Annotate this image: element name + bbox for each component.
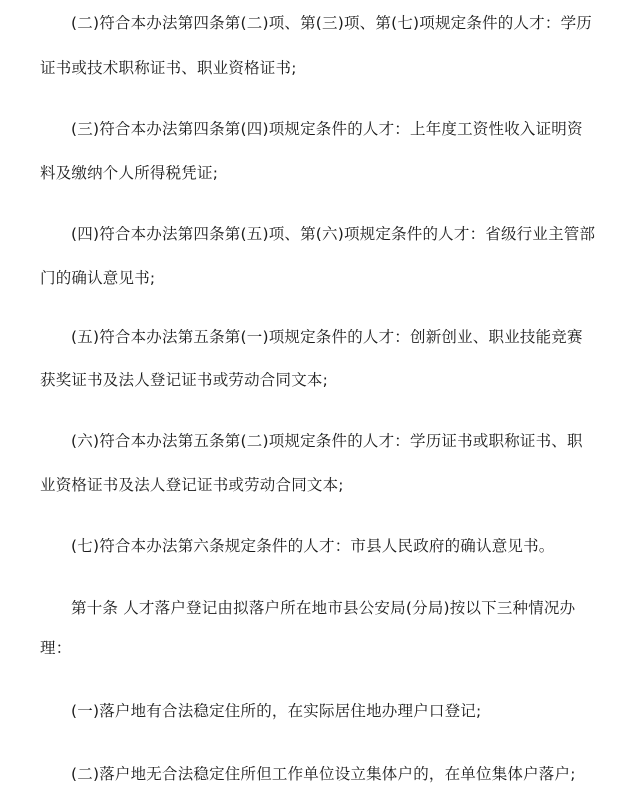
paragraph-6-line-2: 业资格证书及法人登记证书或劳动合同文本; — [40, 476, 344, 494]
paragraph-4-line-1: (四)符合本办法第四条第(五)项、第(六)项规定条件的人才：省级行业主管部 — [71, 225, 596, 243]
item-2-line-1: (二)落户地无合法稳定住所但工作单位设立集体户的，在单位集体户落户; — [71, 765, 576, 783]
paragraph-2-line-2: 证书或技术职称证书、职业资格证书; — [40, 59, 297, 77]
article-10-line-1: 第十条 人才落户登记由拟落户所在地市县公安局(分局)按以下三种情况办 — [71, 599, 576, 617]
paragraph-7-line-1: (七)符合本办法第六条规定条件的人才：市县人民政府的确认意见书。 — [71, 537, 555, 555]
article-10-line-2: 理： — [40, 639, 72, 657]
paragraph-6-line-1: (六)符合本办法第五条第(二)项规定条件的人才：学历证书或职称证书、职 — [71, 432, 583, 450]
paragraph-4-line-2: 门的确认意见书; — [40, 269, 156, 287]
paragraph-5-line-2: 获奖证书及法人登记证书或劳动合同文本; — [40, 371, 329, 389]
paragraph-3-line-1: (三)符合本办法第四条第(四)项规定条件的人才：上年度工资性收入证明资 — [71, 120, 583, 138]
paragraph-5-line-1: (五)符合本办法第五条第(一)项规定条件的人才：创新创业、职业技能竞赛 — [71, 328, 583, 346]
item-1-line-1: (一)落户地有合法稳定住所的，在实际居住地办理户口登记; — [71, 702, 482, 720]
paragraph-3-line-2: 料及缴纳个人所得税凭证; — [40, 164, 219, 182]
paragraph-2-line-1: (二)符合本办法第四条第(二)项、第(三)项、第(七)项规定条件的人才：学历 — [71, 14, 592, 32]
